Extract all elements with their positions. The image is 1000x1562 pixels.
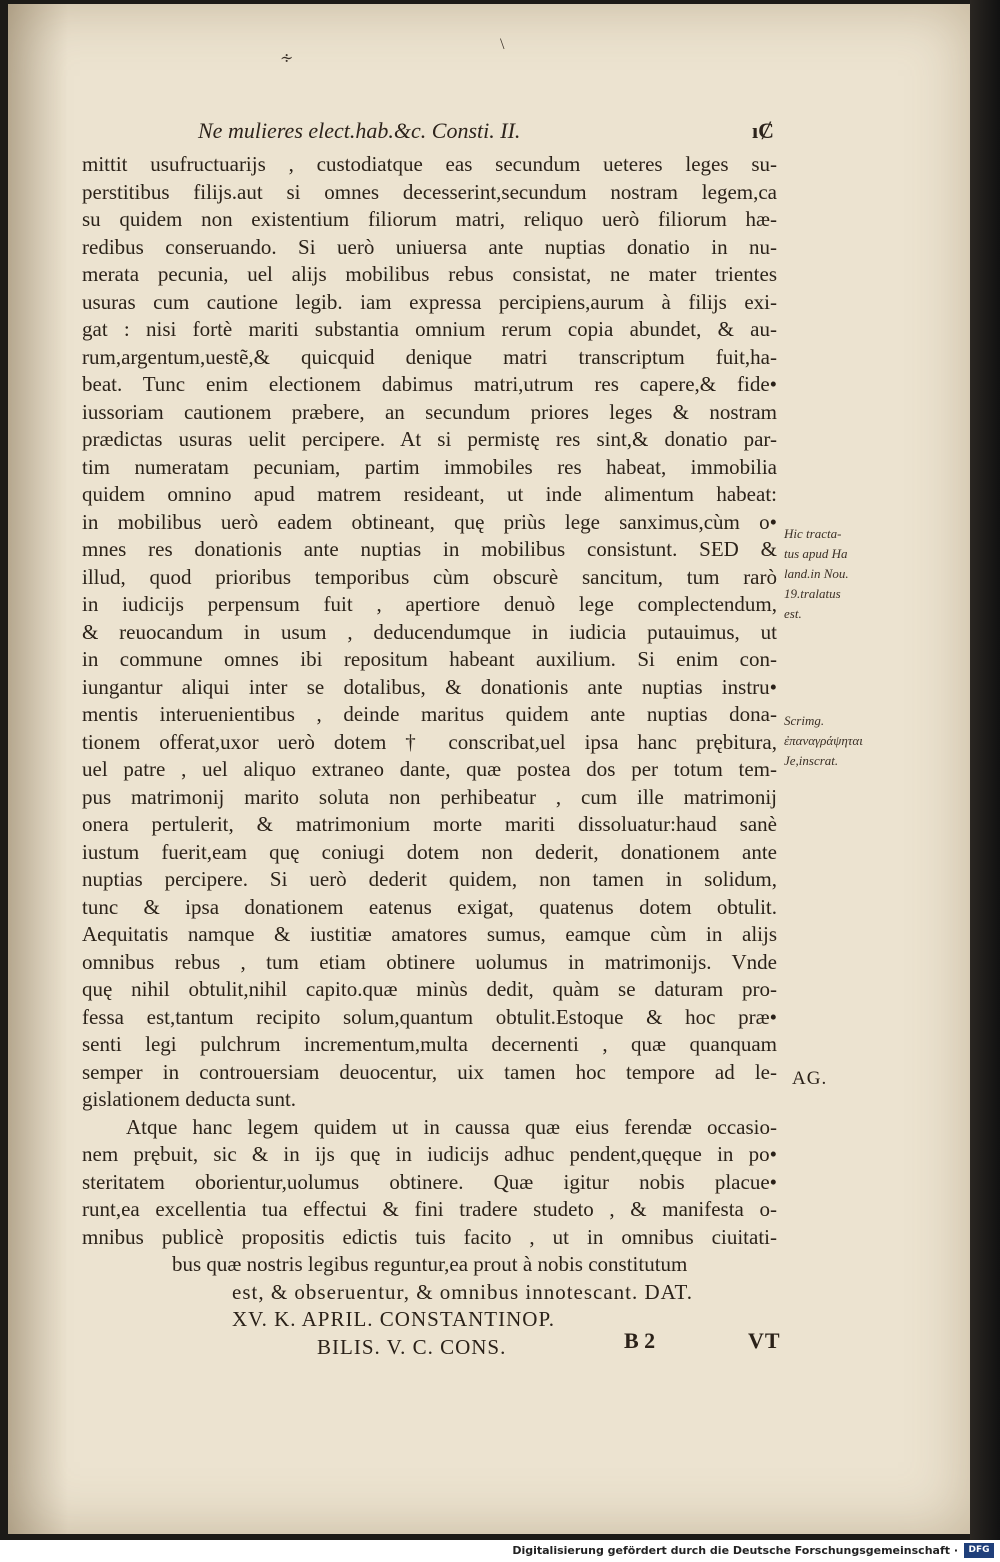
main-text-block [82, 151, 777, 1361]
running-title: Ne mulieres elect.hab.&c. Consti. II. [198, 118, 521, 143]
text-line: bus quæ nostris legibus reguntur,ea prout à nobis constitutum [172, 1252, 688, 1276]
text-line: semper in controuersiam deuocentur, uix tamen hoc tempore ad le- [82, 1059, 777, 1084]
consul-line: BILIS. V. C. CONS. [317, 1334, 507, 1359]
text-line: gat : nisi fortè mariti substantia omnium rerum copia abundet, & au- [82, 317, 777, 341]
signature-mark: B 2 [624, 1328, 656, 1353]
text-line: tunc & ipsa donationem eatenus exigat, quatenus dotem obtulit. [82, 894, 777, 919]
text-line: & reuocandum in usum , deducendumque in iudicia putauimus, ut [82, 619, 777, 644]
text-line: steritatem oborientur,uolumus obtinere. Quæ igitur nobis placue• [82, 1169, 777, 1194]
text-line: perstitibus filijs.aut si omnes decesserint,secundum nostram legem,ca [82, 179, 777, 204]
margin-note-hic-tractatus [784, 524, 904, 624]
text-line: usuras cum cautione legib. iam expressa percipiens,aurum à filijs exi- [82, 289, 777, 314]
text-line: quę nihil obtulit,nihil capito.quæ minùs dedit, quàm se daturam pro- [82, 977, 777, 1001]
margin-note-line: ἐπαναγράψηται [784, 733, 863, 748]
text-line: iustum fuerit,eam quę coniugi dotem non dederit, donationem ante [82, 839, 777, 864]
text-line: merata pecunia, uel alijs mobilibus rebus consistat, ne mater trientes [82, 262, 777, 286]
text-line: Atque hanc legem quidem ut in caussa quæ eius ferendæ occasio- [126, 1114, 777, 1139]
page-gutter-shadow [8, 4, 68, 1534]
text-line: Aequitatis namque & iustitiæ amatores sumus, eamque cùm in alijs [82, 922, 777, 946]
margin-note-line: Hic tracta- [784, 526, 842, 541]
margin-note-line: Scrimg. [784, 713, 825, 728]
text-line: pus matrimonij marito soluta non perhibeatur , cum ille matrimonij [82, 784, 777, 809]
text-line: iungantur aliqui inter se dotalibus, & donationis ante nuptias instru• [82, 674, 777, 699]
text-line: tim numeratam pecuniam, partim immobiles res habeat, immobilia [82, 454, 777, 479]
margin-note-line: Je,inscrat. [784, 753, 839, 768]
dfg-logo-icon: DFG [964, 1543, 994, 1558]
date-line: XV. K. APRIL. CONSTANTINOP. [232, 1307, 556, 1331]
margin-note-line: 19.tralatus [784, 586, 841, 601]
digitization-footer [0, 1540, 1000, 1562]
margin-note-scrimg [784, 711, 904, 771]
folio-number: ıȻ [752, 118, 774, 143]
text-line: mittit usufructuarijs , custodiatque eas secundum ueteres leges su- [82, 152, 777, 176]
funding-credit: Digitalisierung gefördert durch die Deutsche Forschungsgemeinschaft · [512, 1544, 958, 1557]
text-line: fessa est,tantum recipito solum,quantum obtulit.Estoque & hoc præ• [82, 1004, 777, 1029]
text-line: iussoriam cautionem præbere, an secundum priores leges & nostram [82, 399, 777, 424]
text-line: su quidem non existentium filiorum matri, reliquo uerò filiorum hæ- [82, 207, 777, 231]
text-line: in iudicijs perpensum fuit , apertiore denuò lege complectendum, [82, 592, 777, 616]
margin-note-ag: AG. [792, 1068, 828, 1089]
text-line: prædictas usuras uelit percipere. At si permistę res sint,& donatio par- [82, 427, 777, 451]
text-line: mentis interuenientibus , deinde maritus quidem ante nuptias dona- [82, 702, 777, 726]
text-line: mnes res donationis ante nuptias in mobilibus consistunt. SED & [82, 537, 777, 561]
text-line: omnibus rebus , tum etiam obtinere uolumus in matrimonijs. Vnde [82, 949, 777, 974]
text-line: in mobilibus uerò eadem obtineant, quę priùs lege sanximus,cùm o• [82, 509, 777, 534]
text-line: mnibus publicè propositis edictis tuis facito , ut in omnibus ciuitati- [82, 1224, 777, 1249]
text-line: redibus conseruando. Si uerò uniuersa ante nuptias donatio in nu- [82, 234, 777, 259]
stray-mark: \ [500, 36, 505, 53]
margin-note-line: est. [784, 606, 802, 621]
catchword: VT [748, 1328, 781, 1353]
text-line: uel patre , uel aliquo extraneo dante, quæ postea dos per totum tem- [82, 757, 777, 781]
text-line: nuptias percipere. Si uerò dederit quidem, non tamen in solidum, [82, 867, 777, 891]
text-line: rum,argentum,uestẽ,& quicquid denique matri transcriptum fuit,ha- [82, 344, 777, 369]
text-line: gislationem deducta sunt. [82, 1087, 297, 1111]
text-line: runt,ea excellentia tua effectui & fini tradere studeto , & manifesta o- [82, 1197, 777, 1221]
stray-mark: ∻ [280, 50, 294, 67]
text-line: senti legi pulchrum incrementum,multa decernenti , quæ quanquam [82, 1032, 777, 1056]
text-line: in commune omnes ibi repositum habeant auxilium. Si enim con- [82, 647, 777, 671]
text-line: tionem offerat,uxor uerò dotem † conscribat,uel ipsa hanc prębitura, [82, 729, 777, 754]
text-line: quidem omnino apud matrem resideant, ut inde alimentum habeat: [82, 482, 777, 506]
text-line: beat. Tunc enim electionem dabimus matri,utrum res capere,& fide• [82, 372, 777, 396]
text-line: nem prębuit, sic & in ijs quę in iudicijs adhuc pendent,quęque in po• [82, 1142, 777, 1166]
text-line: est, & obseruentur, & omnibus innotescant. DAT. [232, 1279, 694, 1304]
margin-note-line: tus apud Ha [784, 546, 848, 561]
text-line: illud, quod prioribus temporibus cùm obscurè sancitum, tum rarò [82, 564, 777, 589]
scan-edge [970, 0, 1000, 1540]
margin-note-line: land.in Nou. [784, 566, 849, 581]
text-line: onera pertulerit, & matrimonium morte mariti dissoluatur:haud sanè [82, 812, 777, 836]
